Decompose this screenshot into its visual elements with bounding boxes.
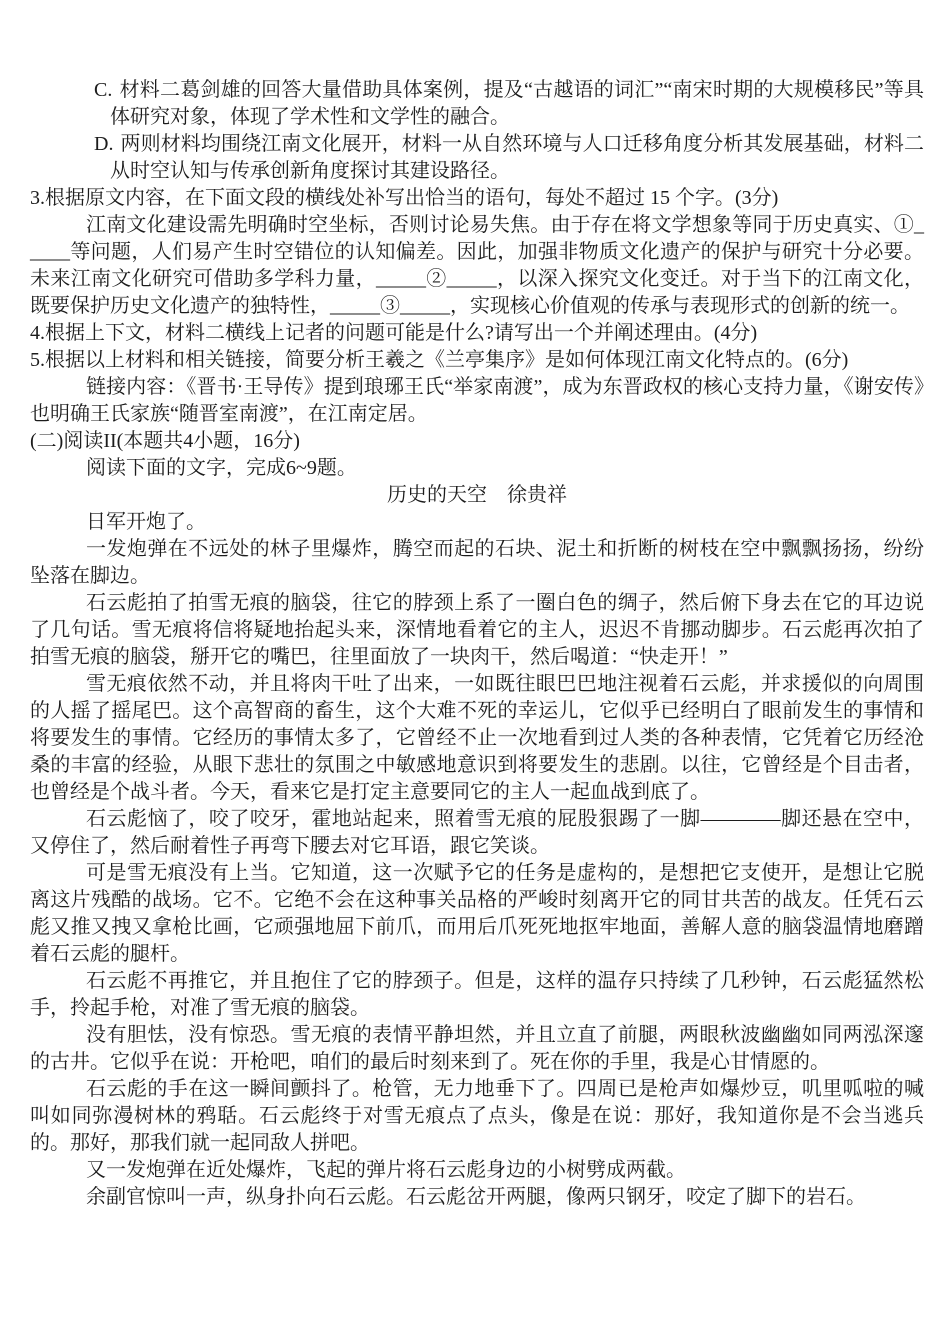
choice-option-d — [30, 131, 924, 185]
section-2-header: (二)阅读II(本题共4小题，16分) — [30, 430, 300, 452]
story-paragraph-6: 可是雪无痕没有上当。它知道，这一次赋予它的任务是虚构的，是想把它支使开，是想让它脱离这片残酷的战场。它不。它绝不会在这种事关品格的严峻时刻离开它的同甘共苦的战友。任凭石云彪又推又拽又拿枪比画，它顽强地屈下前爪，而用后爪死死地抠牢地面，善解人意的脑袋温情地磨蹭着石云彪的腿杆。 — [30, 862, 924, 965]
story-paragraph-9: 石云彪的手在这一瞬间颤抖了。枪管，无力地垂下了。四周已是枪声如爆炒豆，叽里呱啦的喊叫如同弥漫树林的鸦聒。石云彪终于对雪无痕点了点头，像是在说：那好，我知道你是不会当逃兵的。那好，那我们就一起同敌人拼吧。 — [30, 1078, 924, 1154]
question-5-link: 链接内容：《晋书·王导传》提到琅琊王氏“举家南渡”，成为东晋政权的核心支持力量，《谢安传》也明确王氏家族“随晋室南渡”，在江南定居。 — [30, 376, 924, 425]
story-paragraph-11: 余副官惊叫一声，纵身扑向石云彪。石云彪岔开两腿，像两只钢牙，咬定了脚下的岩石。 — [86, 1186, 866, 1208]
story-paragraph-1: 日军开炮了。 — [86, 511, 206, 533]
question-3: 3.根据原文内容，在下面文段的横线处补写出恰当的语句，每处不超过 15 个字。(3分) — [30, 187, 779, 209]
section-2-instruction: 阅读下面的文字，完成6~9题。 — [86, 457, 357, 479]
story-paragraph-7: 石云彪不再推它，并且抱住了它的脖颈子。但是，这样的温存只持续了几秒钟，石云彪猛然松手，拎起手枪，对准了雪无痕的脑袋。 — [30, 970, 924, 1019]
story-paragraph-3: 石云彪拍了拍雪无痕的脑袋，往它的脖颈上系了一圈白色的绸子，然后俯下身去在它的耳边说了几句话。雪无痕将信将疑地抬起头来，深情地看着它的主人，迟迟不肯挪动脚步。石云彪再次拍了拍雪无痕的脑袋，掰开它的嘴巴，往里面放了一块肉干，然后喝道：“快走开！” — [30, 592, 924, 668]
question-3-passage: 江南文化建设需先明确时空坐标，否则讨论易失焦。由于存在将文学想象等同于历史真实、①_____等问题，人们易产生时空错位的认知偏差。因此，加强非物质文化遗产的保护与研究十分必要。未来江南文化研究可借助多学科力量，_____②_____，以深入探究文化变迁。对于当下的江南文化，既要保护历史文化遗产的独特性，_____③_____，实现核心价值观的传承与表现形式的创新的统一。 — [30, 214, 924, 317]
story-paragraph-10: 又一发炮弹在近处爆炸，飞起的弹片将石云彪身边的小树劈成两截。 — [86, 1159, 686, 1181]
choice-option-c — [30, 77, 924, 131]
choice-option-d-label: D. — [94, 133, 114, 155]
choice-option-d-text: 两则材料均围绕江南文化展开，材料一从自然环境与人口迁移角度分析其发展基础，材料二从时空认知与传承创新角度探讨其建设路径。 — [110, 133, 924, 182]
choice-option-c-label: C. — [94, 79, 113, 101]
question-4: 4.根据上下文，材料二横线上记者的问题可能是什么?请写出一个并阐述理由。(4分) — [30, 322, 758, 344]
story-title: 历史的天空 徐贵祥 — [387, 484, 567, 506]
story-paragraph-2: 一发炮弹在不远处的林子里爆炸，腾空而起的石块、泥土和折断的树枝在空中飘飘扬扬，纷纷坠落在脚边。 — [30, 538, 924, 587]
choice-option-c-text: 材料二葛剑雄的回答大量借助具体案例，提及“古越语的词汇”“南宋时期的大规模移民”等具体研究对象，体现了学术性和文学性的融合。 — [110, 79, 924, 128]
question-5: 5.根据以上材料和相关链接，简要分析王羲之《兰亭集序》是如何体现江南文化特点的。(6分) — [30, 349, 849, 371]
story-paragraph-8: 没有胆怯，没有惊恐。雪无痕的表情平静坦然，并且立直了前腿，两眼秋波幽幽如同两泓深邃的古井。它似乎在说：开枪吧，咱们的最后时刻来到了。死在你的手里，我是心甘情愿的。 — [30, 1024, 924, 1073]
story-paragraph-5: 石云彪恼了，咬了咬牙，霍地站起来，照着雪无痕的屁股狠踢了一脚————脚还悬在空中，又停住了，然后耐着性子再弯下腰去对它耳语，跟它笑谈。 — [30, 808, 924, 857]
story-paragraph-4: 雪无痕依然不动，并且将肉干吐了出来，一如既往眼巴巴地注视着石云彪，并求援似的向周围的人摇了摇尾巴。这个高智商的畜生，这个大难不死的幸运儿，它似乎已经明白了眼前发生的事情和将要发生的事情。它经历的事情太多了，它曾经不止一次地看到过人类的各种表情，它凭着它历经沧桑的丰富的经验，从眼下悲壮的氛围之中敏感地意识到将要发生的悲剧。以往，它曾经是个目击者，也曾经是个战斗者。今天，看来它是打定主意要同它的主人一起血战到底了。 — [30, 673, 924, 803]
